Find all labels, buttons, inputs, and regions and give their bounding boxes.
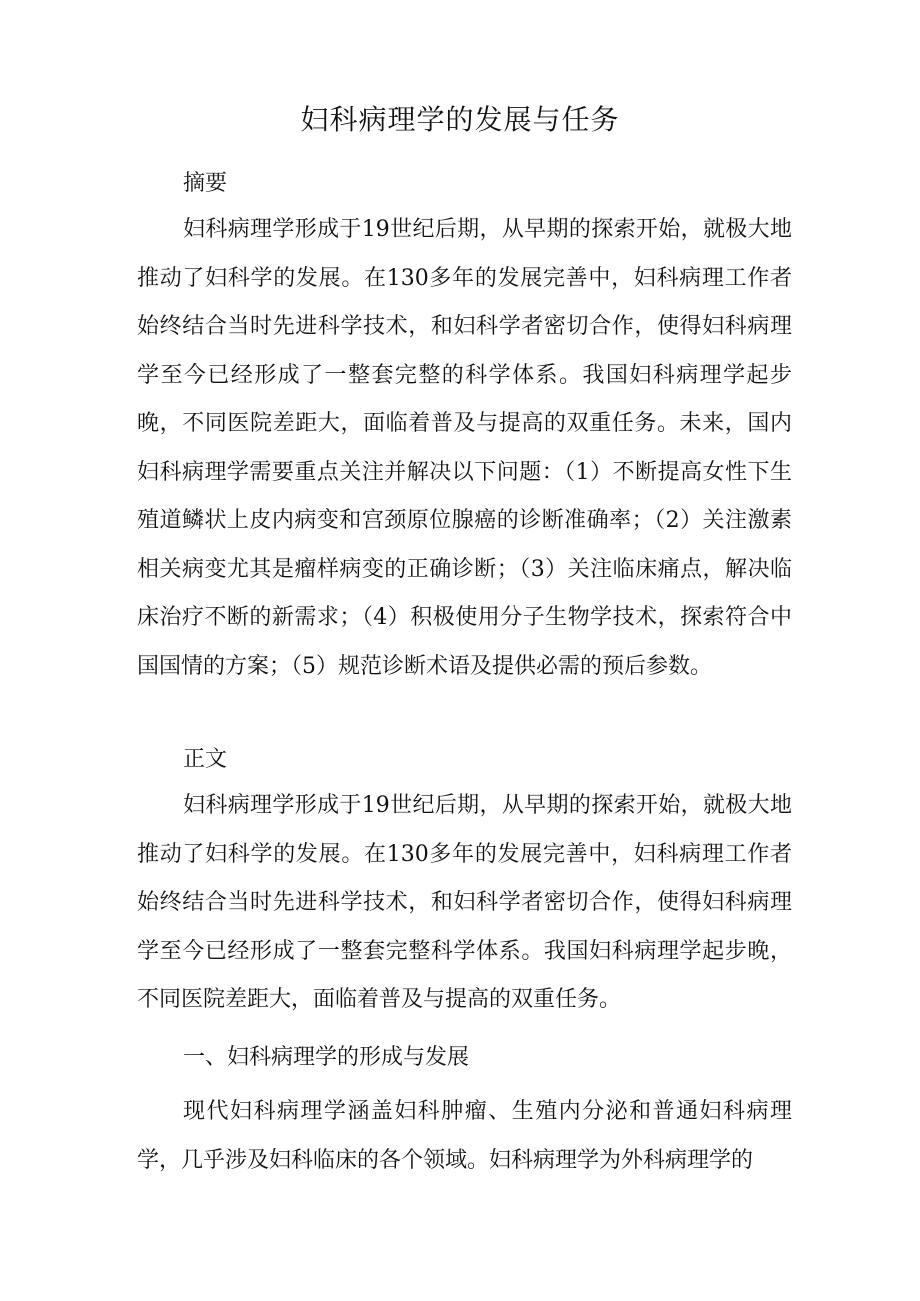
section-1-heading: 一、妇科病理学的形成与发展 [183, 1045, 470, 1070]
document-title: 妇科病理学的发展与任务 [300, 103, 620, 136]
main-paragraph-2: 现代妇科病理学涵盖妇科肿瘤、生殖内分泌和普通妇科病理学，几乎涉及妇科临床的各个领域。妇科病理学为外科病理学的 [137, 1099, 792, 1173]
main-paragraph-1: 妇科病理学形成于19世纪后期，从早期的探索开始，就极大地推动了妇科学的发展。在130多年的发展完善中，妇科病理工作者始终结合当时先进科学技术，和妇科学者密切合作，使得妇科病理学至今已经形成了一整套完整科学体系。我国妇科病理学起步晚，不同医院差距大，面临着普及与提高的双重任务。 [137, 793, 792, 1012]
main-text-heading: 正文 [183, 747, 228, 772]
abstract-heading: 摘要 [183, 171, 228, 196]
abstract-paragraph: 妇科病理学形成于19世纪后期，从早期的探索开始，就极大地推动了妇科学的发展。在130多年的发展完善中，妇科病理工作者始终结合当时先进科学技术，和妇科学者密切合作，使得妇科病理学至今已经形成了一整套完整的科学体系。我国妇科病理学起步晚，不同医院差距大，面临着普及与提高的双重任务。未来，国内妇科病理学需要重点关注并解决以下问题：（1）不断提高女性下生殖道鳞状上皮内病变和宫颈原位腺癌的诊断准确率；（2）关注激素相关病变尤其是瘤样病变的正确诊断；（3）关注临床痛点，解决临床治疗不断的新需求；（4）积极使用分子生物学技术，探索符合中国国情的方案；（5）规范诊断术语及提供必需的预后参数。 [137, 217, 792, 679]
